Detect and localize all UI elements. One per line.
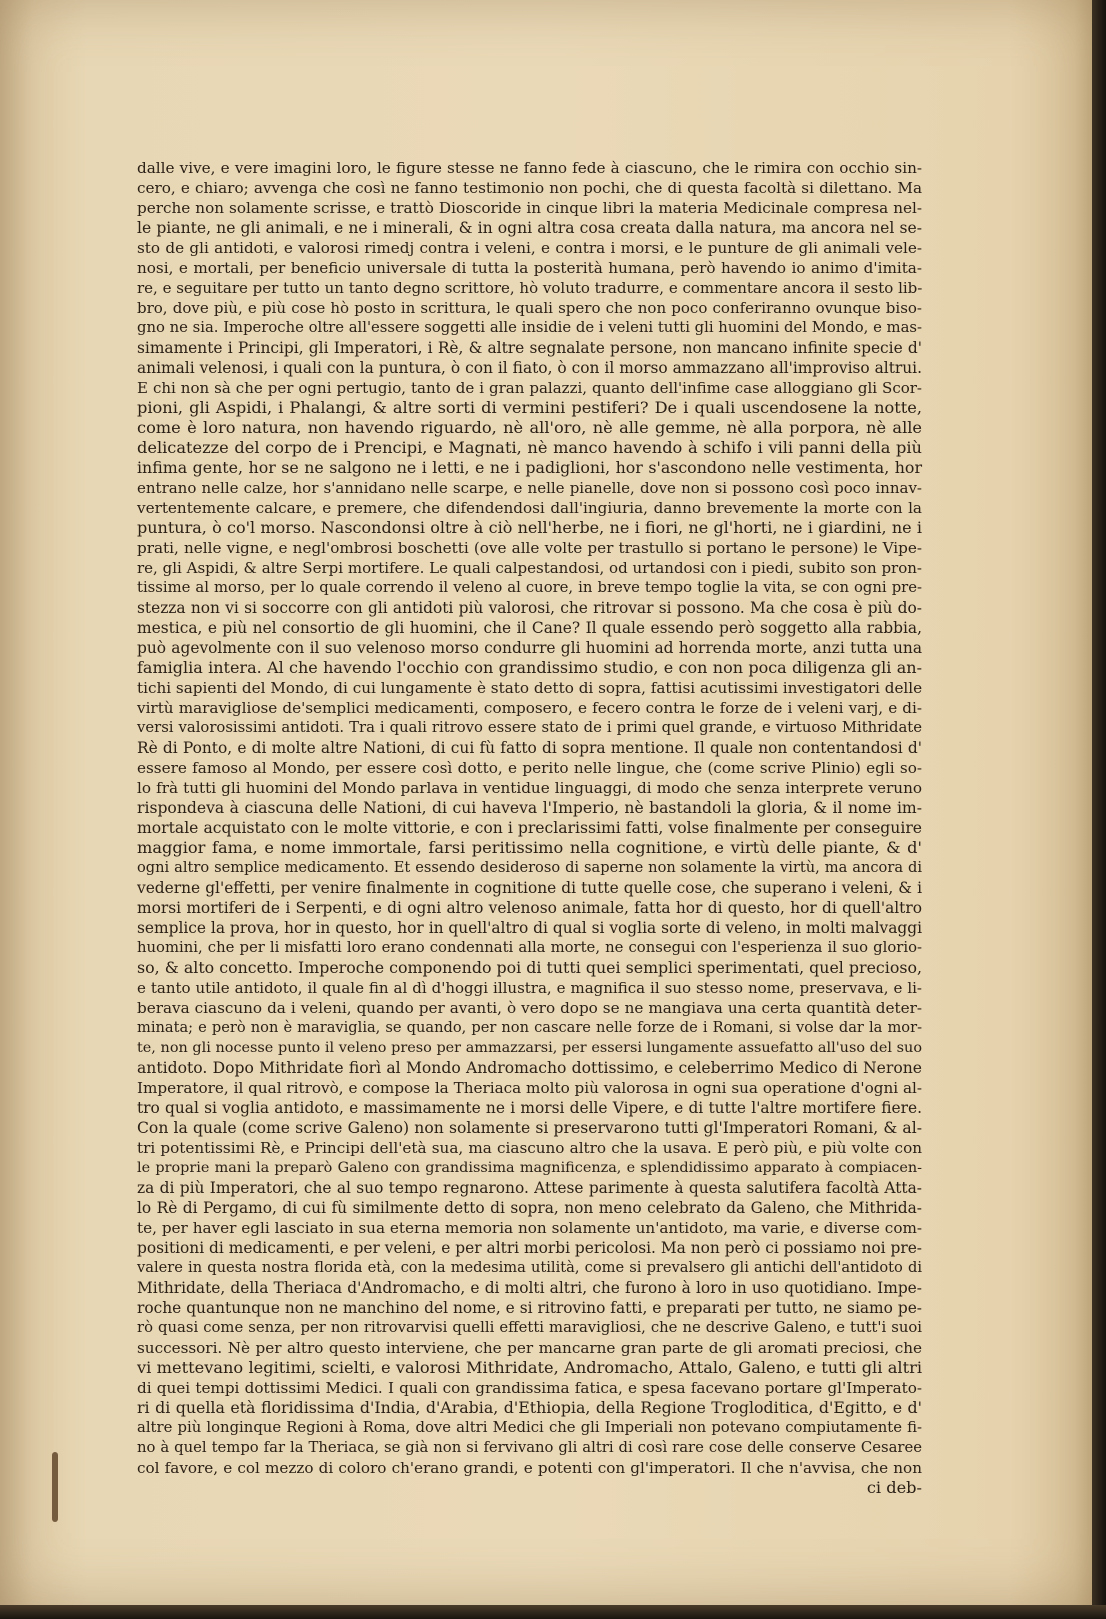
page-edge (1092, 0, 1106, 1619)
text-line: lo Rè di Pergamo, di cui fù similmente detto di sopra, non meno celebrato da Galeno, che Mithrida- (137, 1199, 922, 1217)
margin-stain (52, 1452, 58, 1522)
catchword: ci deb- (866, 1478, 922, 1497)
text-line: virtù maravigliose de'semplici medicamenti, composero, e fecero contra le forze de i veleni varj, e di- (137, 699, 922, 717)
text-line: animali velenosi, i quali con la puntura, ò con il fiato, ò con il morso ammazzano all'improviso altrui. (137, 359, 922, 377)
text-line: famiglia intera. Al che havendo l'occhio con grandissimo studio, e con non poca diligenza gli an- (137, 658, 922, 677)
text-line: no à quel tempo far la Theriaca, se già non si fervivano gli altri di così rare cose delle conserve Cesaree (137, 1439, 922, 1456)
text-line: simamente i Principi, gli Imperatori, i Rè, & altre segnalate persone, non mancano infinite specie d' (137, 339, 922, 357)
text-line: rò quasi come senza, per non ritrovarvisi quelli effetti maravigliosi, che ne descrive Galeno, e tutt'i suoi (137, 1319, 922, 1336)
text-line: Rè di Ponto, e di molte altre Nationi, di cui fù fatto di sopra mentione. Il quale non contentandosi d' (137, 739, 922, 757)
text-line: Con la quale (come scrive Galeno) non solamente si preservarono tutti gl'Imperatori Romani, & al- (137, 1119, 922, 1137)
text-line: tichi sapienti del Mondo, di cui lungamente è stato detto di sopra, fattisi acutissimi investigatori delle (137, 679, 923, 697)
text-line: vertentemente calcare, e premere, che difendendosi dall'ingiuria, danno brevemente la morte con la (137, 499, 922, 517)
text-line: bro, dove più, e più cose hò posto in scrittura, le quali spero che non poco conferiranno ovunque biso- (137, 299, 922, 317)
text-line: tri potentissimi Rè, e Principi dell'età sua, ma ciascuno altro che la usava. E però più, e più volte con (137, 1139, 922, 1157)
text-line: mestica, e più nel consortio de gli huomini, che il Cane? Il quale essendo però soggetto alla rabbia, (137, 619, 922, 637)
text-line: cero, e chiaro; avvenga che così ne fanno testimonio non pochi, che di questa facoltà si dilettano. Ma (137, 179, 922, 197)
text-line: pioni, gli Aspidi, i Phalangi, & altre sorti di vermini pestiferi? De i quali uscendosene la notte, (137, 398, 922, 417)
text-line: huomini, che per li misfatti loro erano condennati alla morte, ne consegui con l'esperienza il suo glorio- (137, 939, 922, 956)
text-line: minata; e però non è maraviglia, se quando, per non cascare nelle forze de i Romani, si volse dar la mor- (137, 1019, 922, 1036)
text-line: le piante, ne gli animali, e ne i minerali, & in ogni altra cosa creata dalla natura, ma ancora nel se- (137, 219, 922, 237)
text-line: può agevolmente con il suo velenoso morso condurre gli huomini ad horrenda morte, anzi tutta una (137, 639, 922, 657)
text-line: le proprie mani la preparò Galeno con grandissima magnificenza, e splendidissimo apparato à compiacen- (137, 1160, 922, 1176)
text-line: mortale acquistato con le molte vittorie, e con i preclarissimi fatti, volse finalmente per conseguire (137, 819, 922, 837)
text-line: infima gente, hor se ne salgono ne i letti, e ne i padiglioni, hor s'ascondono nelle vestimenta, hor (137, 458, 922, 477)
text-line: come è loro natura, non havendo riguardo, nè all'oro, nè alle gemme, nè alla porpora, nè alle (137, 418, 922, 437)
text-line: rispondeva à ciascuna delle Nationi, di cui haveva l'Imperio, nè bastandoli la gloria, & il nome im- (137, 799, 922, 817)
text-line: gno ne sia. Imperoche oltre all'essere soggetti alle insidie de i veleni tutti gli huomini del Mondo, e mas- (137, 319, 922, 336)
text-line: valere in questa nostra florida età, con la medesima utilità, come si prevalsero gli antichi dell'antidoto di (137, 1259, 922, 1276)
text-line: dalle vive, e vere imagini loro, le figure stesse ne fanno fede à ciascuno, che le rimira con occhio sin- (137, 159, 922, 177)
text-line: positioni di medicamenti, e per veleni, e per altri morbi pericolosi. Ma non però ci possiamo noi pre- (137, 1239, 922, 1257)
text-line: te, non gli nocesse punto il veleno preso per ammazzarsi, per essersi lungamente assuefatto all'uso del suo (137, 1040, 922, 1056)
text-line: E chi non sà che per ogni pertugio, tanto de i gran palazzi, quanto dell'infime case alloggiano gli Scor- (137, 379, 922, 397)
text-line: Mithridate, della Theriaca d'Andromacho, e di molti altri, che furono à loro in uso quotidiano. Impe- (137, 1279, 922, 1297)
page-bottom-edge (0, 1605, 1106, 1619)
text-line: prati, nelle vigne, e negl'ombrosi boschetti (ove alle volte per trastullo si portano le persone) le Vipe- (137, 539, 922, 557)
text-line: tro qual si voglia antidoto, e massimamente ne i morsi delle Vipere, e di tutte l'altre mortifere fiere. (137, 1099, 922, 1117)
text-line: vederne gl'effetti, per venire finalmente in cognitione di tutte quelle cose, che superano i veleni, & i (137, 879, 922, 897)
text-line: successori. Nè per altro questo interviene, che per mancarne gran parte de gli aromati preciosi, che (137, 1339, 922, 1357)
text-line: perche non solamente scrisse, e trattò Dioscoride in cinque libri la materia Medicinale compresa nel- (137, 199, 922, 217)
text-line: delicatezze del corpo de i Prencipi, e Magnati, nè manco havendo à schifo i vili panni della più (137, 438, 922, 457)
text-line: ogni altro semplice medicamento. Et essendo desideroso di saperne non solamente la virtù, ma ancora di (137, 859, 922, 876)
text-line: semplice la prova, hor in questo, hor in quell'altro di qual si voglia sorte di veleno, in molti malvaggi (137, 919, 922, 937)
text-line: morsi mortiferi de i Serpenti, e di ogni altro velenoso animale, fatta hor di questo, hor di quell'altro (137, 899, 922, 917)
text-line: stezza non vi si soccorre con gli antidoti più valorosi, che ritrovar si possono. Ma che cosa è più do- (137, 599, 922, 617)
text-line: altre più longinque Regioni à Roma, dove altri Medici che gli Imperiali non potevano compiutamente fi- (137, 1419, 922, 1436)
text-line: vi mettevano legitimi, scielti, e valorosi Mithridate, Andromacho, Attalo, Galeno, e tutti gli altri (137, 1358, 922, 1377)
text-line: sto de gli antidoti, e valorosi rimedj contra i veleni, e contra i morsi, e le punture de gli animali vele- (137, 239, 922, 257)
text-line: essere famoso al Mondo, per essere così dotto, e perito nelle lingue, che (come scrive Plinio) egli so- (137, 759, 922, 777)
text-line: berava ciascuno da i veleni, quando per avanti, ò vero dopo se ne mangiava una certa quantità deter- (137, 999, 922, 1017)
text-line: te, per haver egli lasciato in sua eterna memoria non solamente un'antidoto, ma varie, e diverse com- (137, 1219, 922, 1237)
text-line: re, gli Aspidi, & altre Serpi mortifere. Le quali calpestandosi, od urtandosi con i piedi, subito son pron- (137, 559, 922, 577)
text-line: di quei tempi dottissimi Medici. I quali con grandissima fatica, e spesa facevano portare gl'Imperato- (137, 1379, 922, 1397)
text-line: e tanto utile antidoto, il quale fin al dì d'hoggi illustra, e magnifica il suo stesso nome, preservava, e li- (137, 979, 922, 997)
text-line: ri di quella età floridissima d'India, d'Arabia, d'Ethiopia, della Regione Trogloditica, d'Egitto, e d' (137, 1398, 922, 1417)
text-line: versi valorosissimi antidoti. Tra i quali ritrovo essere stato de i primi quel grande, e virtuoso Mithridate (137, 719, 922, 736)
text-line: so, & alto concetto. Imperoche componendo poi di tutti quei semplici sperimentati, quel precioso, (137, 958, 922, 977)
text-line: Imperatore, il qual ritrovò, e compose la Theriaca molto più valorosa in ogni sua operatione d'ogni al- (137, 1079, 922, 1097)
text-line: tissime al morso, per lo quale correndo il veleno al cuore, in breve tempo toglie la vita, se con ogni pre- (137, 579, 922, 596)
text-line: col favore, e col mezzo di coloro ch'erano grandi, e potenti con gl'imperatori. Il che n'avvisa, che non (137, 1459, 922, 1477)
text-line: maggior fama, e nome immortale, farsi peritissimo nella cognitione, e virtù delle piante, & d' (137, 838, 922, 857)
text-line: puntura, ò co'l morso. Nascondonsi oltre à ciò nell'herbe, ne i fiori, ne gl'horti, ne i giardini, ne i (137, 518, 922, 537)
text-line: roche quantunque non ne manchino del nome, e si ritrovino fatti, e preparati per tutto, ne siamo pe- (137, 1299, 922, 1317)
text-line: re, e seguitare per tutto un tanto degno scrittore, hò voluto tradurre, e commentare ancora il sesto lib- (137, 279, 923, 297)
text-line: entrano nelle calze, hor s'annidano nelle scarpe, e nelle pianelle, dove non si possono così poco innav- (137, 479, 922, 497)
text-line: za di più Imperatori, che al suo tempo regnarono. Attese parimente à questa salutifera facoltà Atta- (137, 1179, 922, 1197)
text-line: lo frà tutti gli huomini del Mondo parlava in ventidue linguaggi, di modo che senza interprete veruno (137, 779, 922, 797)
text-line: nosi, e mortali, per beneficio universale di tutta la posterità humana, però havendo io animo d'imita- (137, 259, 922, 277)
text-line: antidoto. Dopo Mithridate fiorì al Mondo Andromacho dottissimo, e celeberrimo Medico di Nerone (137, 1059, 922, 1077)
body-text (137, 158, 922, 1498)
